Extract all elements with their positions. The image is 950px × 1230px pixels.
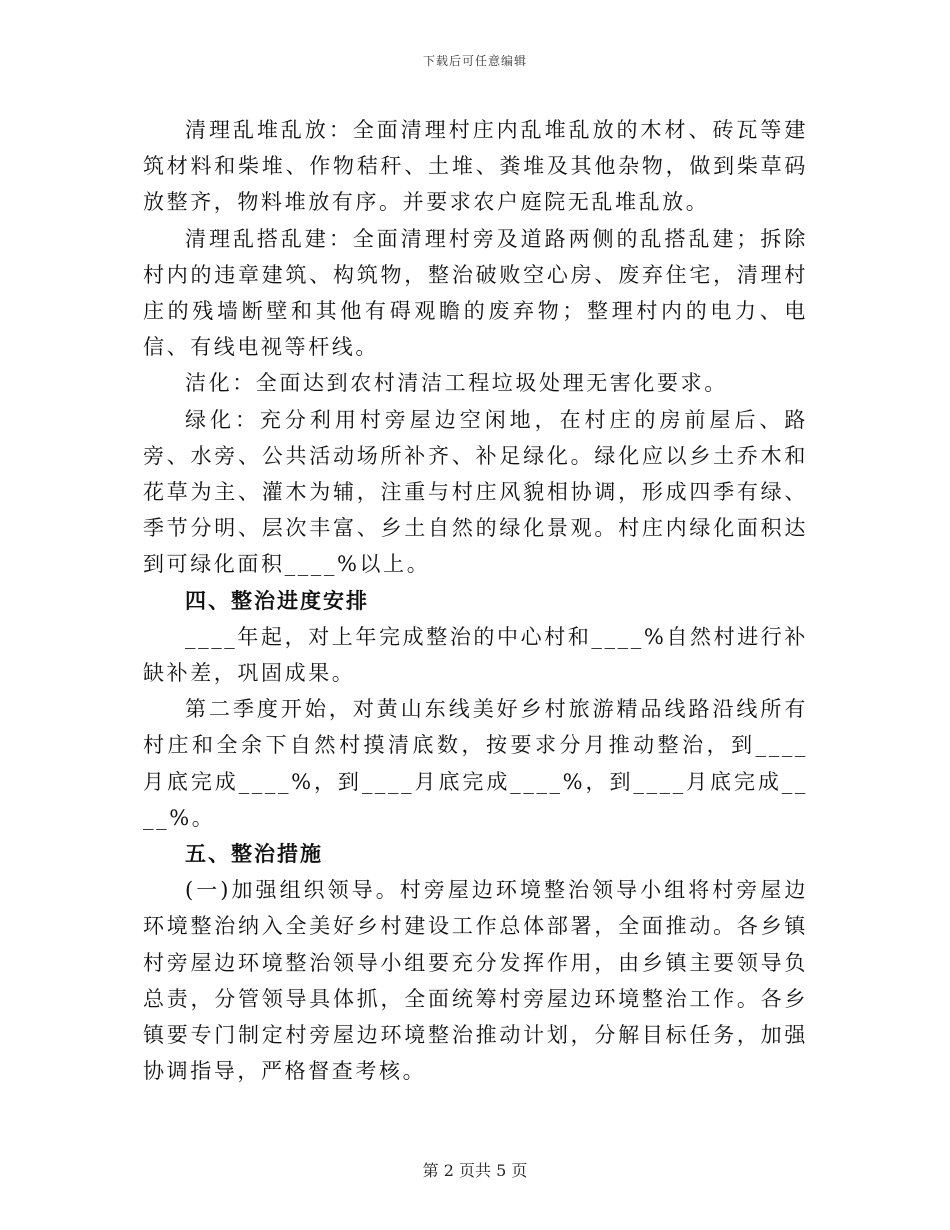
- paragraph-schedule-year: ____年起，对上年完成整治的中心村和____%自然村进行补缺补差，巩固成果。: [143, 624, 808, 686]
- paragraph-schedule-quarter: 第二季度开始，对黄山东线美好乡村旅游精品线路沿线所有村庄和全余下自然村摸清底数，按要求分月推动整治，到____月底完成____%，到____月底完成____%，到____月底完成____%。: [143, 697, 808, 830]
- section-heading-measures: 五、整治措施: [185, 842, 323, 867]
- paragraph-cleanliness: 洁化：全面达到农村清洁工程垃圾处理无害化要求。: [185, 371, 728, 396]
- paragraph-clean-illegal-construction: 清理乱搭乱建：全面清理村旁及道路两侧的乱搭乱建；拆除村内的违章建筑、构筑物，整治破败空心房、废弃住宅，清理村庄的残墙断壁和其他有碍观瞻的废弃物；整理村内的电力、电信、有线电视等杆线。: [143, 226, 808, 360]
- paragraph-organization-leadership: (一)加强组织领导。村旁屋边环境整治领导小组将村旁屋边环境整治纳入全美好乡村建设工作总体部署，全面推动。各乡镇村旁屋边环境整治领导小组要充分发挥作用，由乡镇主要领导负总责，分管领导具体抓，全面统筹村旁屋边环境整治工作。各乡镇要专门制定村旁屋边环境整治推动计划，分解目标任务，加强协调指导，严格督查考核。: [143, 878, 808, 1084]
- paragraph-clean-clutter: 清理乱堆乱放：全面清理村庄内乱堆乱放的木材、砖瓦等建筑材料和柴堆、作物秸秆、土堆、粪堆及其他杂物，做到柴草码放整齐，物料堆放有序。并要求农户庭院无乱堆乱放。: [143, 118, 808, 215]
- paragraph-greening: 绿化：充分利用村旁屋边空闲地，在村庄的房前屋后、路旁、水旁、公共活动场所补齐、补足绿化。绿化应以乡土乔木和花草为主、灌木为辅，注重与村庄风貌相协调，形成四季有绿、季节分明、层次丰富、乡土自然的绿化景观。村庄内绿化面积达到可绿化面积____%以上。: [143, 407, 808, 577]
- section-heading-schedule: 四、整治进度安排: [185, 588, 369, 613]
- page-header: 下载后可任意编辑: [422, 54, 527, 68]
- document-body: [143, 112, 808, 1089]
- page-footer: 第 2 页共 5 页: [422, 1161, 528, 1180]
